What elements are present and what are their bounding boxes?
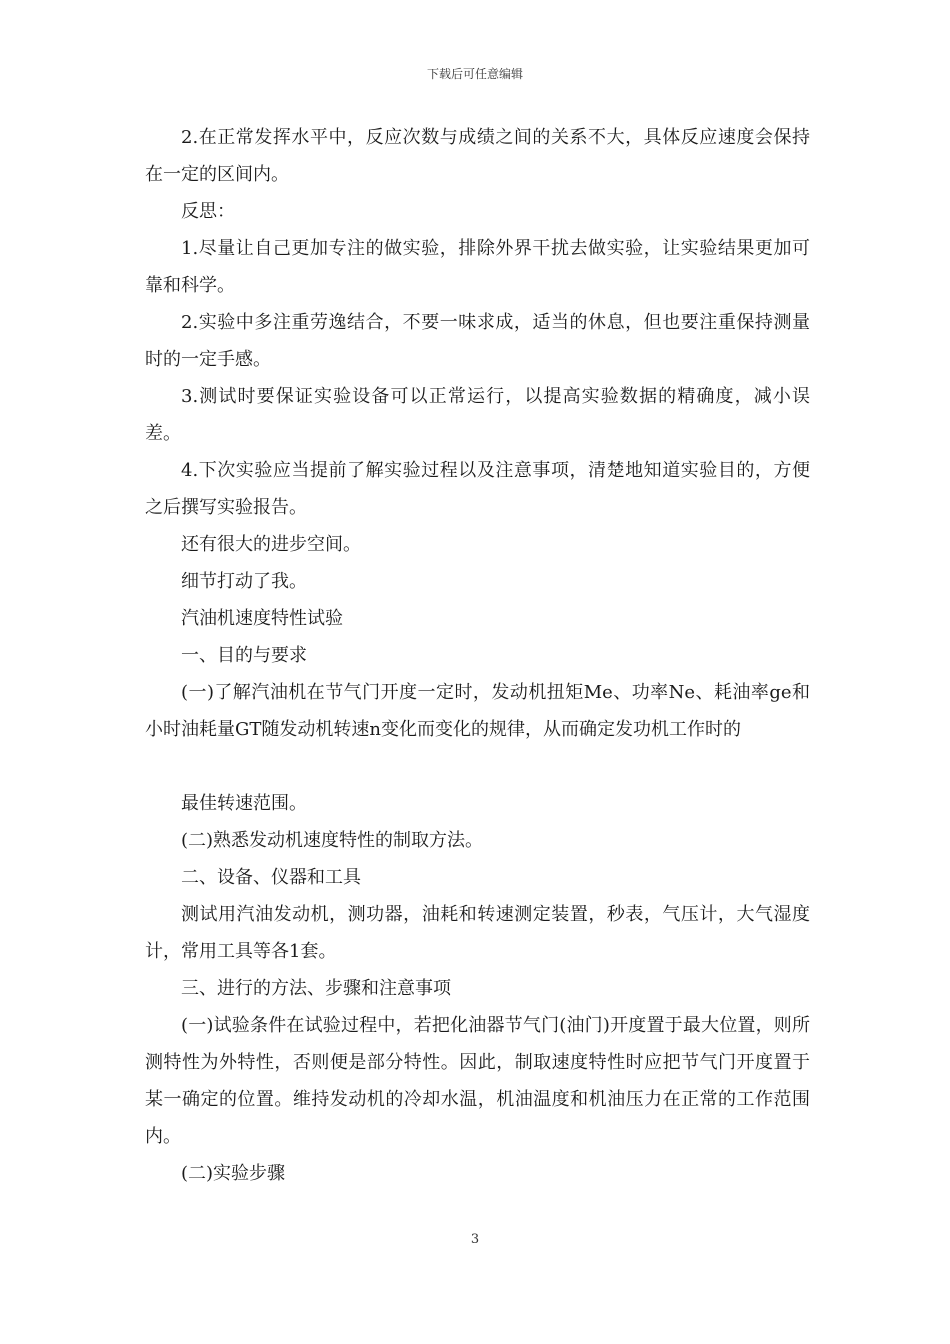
paragraph-reflection-1: 1.尽量让自己更加专注的做实验，排除外界干扰去做实验，让实验结果更加可靠和科学。 [145, 238, 810, 296]
paragraph-details: 细节打动了我。 [181, 571, 307, 592]
heading-equipment: 二、设备、仪器和工具 [181, 867, 361, 888]
heading-method: 三、进行的方法、步骤和注意事项 [181, 978, 451, 999]
paragraph-test-steps: (二)实验步骤 [181, 1163, 286, 1184]
paragraph-conclusion-2: 2.在正常发挥水平中，反应次数与成绩之间的关系不大，具体反应速度会保持在一定的区间内。 [145, 127, 810, 185]
paragraph-progress: 还有很大的进步空间。 [181, 534, 361, 555]
paragraph-purpose-2: (二)熟悉发动机速度特性的制取方法。 [181, 830, 484, 851]
heading-purpose: 一、目的与要求 [181, 645, 307, 666]
paragraph-reflection-2: 2.实验中多注重劳逸结合，不要一味求成，适当的休息，但也要注重保持测量时的一定手感。 [145, 312, 810, 370]
paragraph-reflection-4: 4.下次实验应当提前了解实验过程以及注意事项，清楚地知道实验目的，方便之后撰写实验报告。 [145, 460, 810, 518]
paragraph-purpose-1: (一)了解汽油机在节气门开度一定时，发动机扭矩Me、功率Ne、耗油率ge和小时油耗量GT随发动机转速n变化而变化的规律，从而确定发功机工作时的 [145, 682, 810, 740]
page-header: 下载后可任意编辑 [426, 67, 523, 81]
page-number: 3 [470, 1232, 480, 1247]
section-title: 汽油机速度特性试验 [181, 608, 343, 629]
paragraph-purpose-1-continued: 最佳转速范围。 [181, 793, 307, 814]
paragraph-reflection-3: 3.测试时要保证实验设备可以正常运行，以提高实验数据的精确度，减小误差。 [145, 386, 810, 444]
paragraph-test-conditions: (一)试验条件在试验过程中，若把化油器节气门(油门)开度置于最大位置，则所测特性为外特性，否则便是部分特性。因此，制取速度特性时应把节气门开度置于某一确定的位置。维持发动机的冷却水温，机油温度和机油压力在正常的工作范围内。 [145, 1015, 810, 1147]
paragraph-reflection-heading: 反思： [181, 201, 235, 222]
paragraph-equipment: 测试用汽油发动机，测功器，油耗和转速测定装置，秒表，气压计，大气湿度计，常用工具等各1套。 [145, 904, 810, 962]
document-body [145, 119, 810, 1192]
